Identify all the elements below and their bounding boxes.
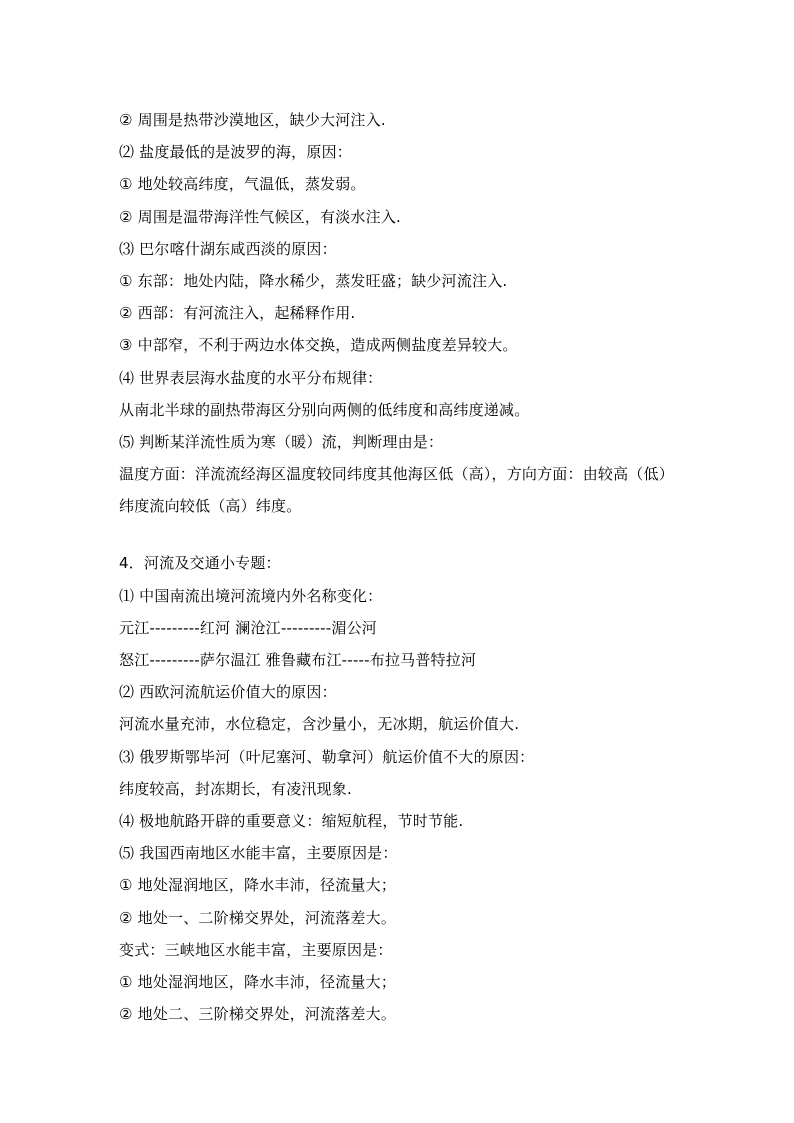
text-line: ⑸ 我国西南地区水能丰富，主要原因是：	[119, 844, 398, 863]
text-line: ② 西部：有河流注入，起稀释作用.	[119, 304, 356, 323]
text-line: ⑶ 俄罗斯鄂毕河（叶尼塞河、勒拿河）航运价值不大的原因：	[119, 747, 535, 766]
text-line: ② 周围是温带海洋性气候区，有淡水注入.	[119, 207, 401, 226]
text-line: ⑷ 世界表层海水盐度的水平分布规律：	[119, 368, 383, 387]
text-line: ③ 中部窄，不利于两边水体交换，造成两侧盐度差异较大。	[119, 336, 518, 355]
text-line: 变式：三峡地区水能丰富，主要原因是：	[119, 940, 393, 959]
text-line: 元江---------红河 澜沧江---------湄公河	[119, 618, 377, 637]
text-line: ② 地处一、二阶梯交界处，河流落差大。	[119, 908, 397, 927]
text-line: 怒江---------萨尔温江 雅鲁藏布江-----布拉马普特拉河	[119, 651, 477, 670]
text-line: ⑷ 极地航路开辟的重要意义：缩短航程，节时节能.	[119, 811, 464, 830]
text-line: ⑵ 盐度最低的是波罗的海，原因：	[119, 143, 352, 162]
text-line: ⑶ 巴尔喀什湖东咸西淡的原因：	[119, 239, 337, 258]
text-line: ① 东部：地处内陆，降水稀少，蒸发旺盛；缺少河流注入.	[119, 271, 508, 290]
section-gap	[119, 522, 679, 547]
text-line: ⑸ 判断某洋流性质为寒（暖）流，判断理由是：	[119, 432, 444, 451]
text-line: ① 地处湿润地区，降水丰沛，径流量大；	[119, 972, 397, 991]
text-line: ⑴ 中国南流出境河流境内外名称变化：	[119, 586, 383, 605]
document-body	[119, 104, 679, 1030]
text-line: 从南北半球的副热带海区分别向两侧的低纬度和高纬度递减。	[119, 400, 530, 419]
text-paragraph: 温度方面：洋流流经海区温度较同纬度其他海区低（高），方向方面：由较高（低）纬度流向较低（高）纬度。	[119, 465, 674, 516]
text-line: ① 地处湿润地区，降水丰沛，径流量大；	[119, 876, 397, 895]
text-line: ⑵ 西欧河流航运价值大的原因：	[119, 683, 337, 702]
section-heading: 4．河流及交通小专题：	[119, 554, 281, 573]
text-line: ② 周围是热带沙漠地区，缺少大河注入.	[119, 111, 386, 129]
text-line: ② 地处二、三阶梯交界处，河流落差大。	[119, 1005, 397, 1024]
text-line: 河流水量充沛，水位稳定，含沙量小，无冰期，航运价值大.	[119, 715, 520, 734]
text-line: ① 地处较高纬度，气温低，蒸发弱。	[119, 175, 366, 194]
text-line: 纬度较高，封冻期长，有凌汛现象.	[119, 779, 352, 798]
